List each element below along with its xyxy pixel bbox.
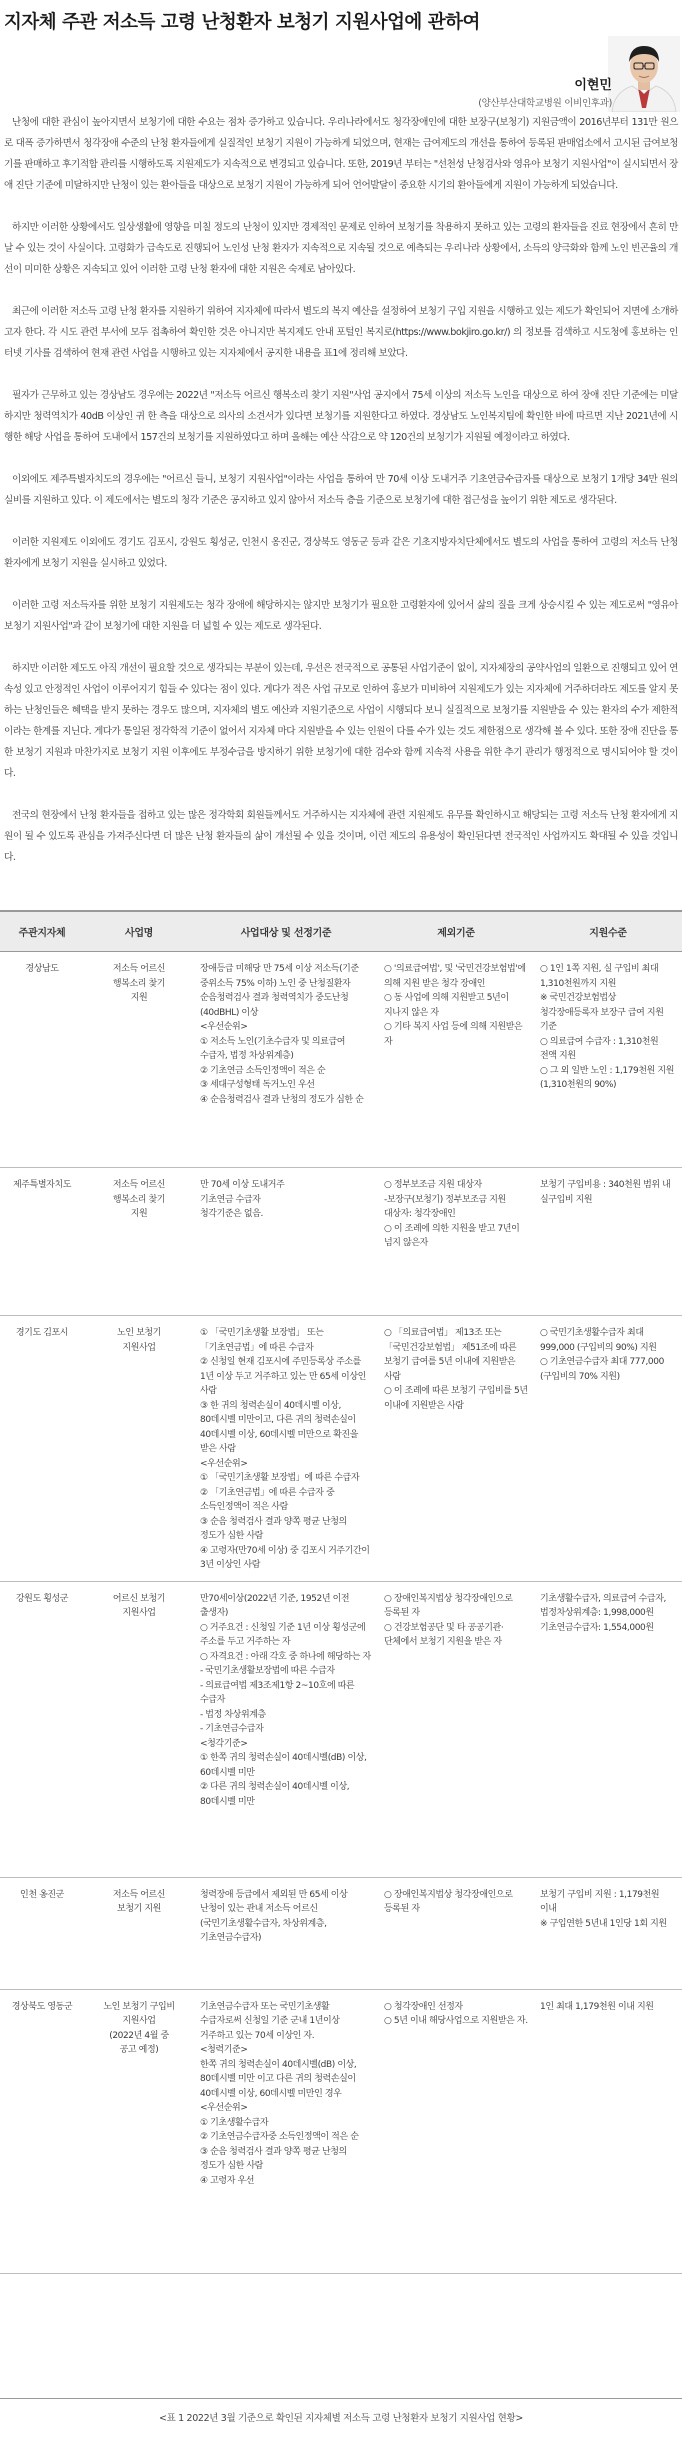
- cell-line: 한쪽 귀의 청력손실이 40데시벨(dB) 이상, 80데시벨 미만 이고 다른 귀의 청력손실이 40데시벨 이상, 60데시벨 미만인 경우: [200, 2059, 357, 2099]
- cell-region: 경상북도 영동군: [0, 1989, 84, 2273]
- cell-line: 만70세이상(2022년 기준, 1952년 이전 출생자): [200, 1593, 350, 1618]
- article-body: [4, 112, 678, 889]
- cell-line: ○ 장애인복지법상 청각장애인으로 등록된 자: [384, 1889, 513, 1914]
- cell-line: 저소득 어르신: [112, 964, 166, 974]
- cell-line: ② 신청일 현재 김포시에 주민등록상 주소를 1년 이상 두고 거주하고 있는 만 65세 이상인 사람: [200, 1357, 366, 1396]
- body-paragraph: 이외에도 제주특별자치도의 경우에는 "어르신 들니, 보청기 지원사업"이라는 사업을 통하여 만 70세 이상 도내거주 기초연금수급자를 대상으로 보청기 1개당 34만 원의 실비를 지원하고 있다. 이 제도에서는 별도의 청각 기준은 공지하고 있지 않아서 저소득 층을 기준으로 보청기에 대한 접근성을 높이기 위한 제도로 생각된다.: [4, 474, 678, 506]
- cell-line: 지원사업: [122, 2016, 156, 2026]
- cell-line: 기초연금수급자 또는 국민기초생활 수급자로써 신청일 기준 군내 1년이상 거주하고 있는 70세 이상인 자.: [200, 2001, 340, 2041]
- cell-line: ○ 장애인복지법상 청각장애인으로 등록된 자: [384, 1593, 513, 1618]
- cell-line: - 의료급여법 제3조제1항 2~10호에 따른 수급자: [200, 1680, 355, 1705]
- cell-line: ○ 자격요건 : 아래 각호 중 하나에 해당하는 자: [200, 1651, 371, 1662]
- cell-line: ② 기초연금 소득인정액이 적은 순: [200, 1065, 326, 1076]
- cell-line: 행복소리 찾기: [112, 1194, 166, 1205]
- cell-exclusion: [378, 1877, 534, 1989]
- cell-line: ○ 이 조례에 의한 지원을 받고 7년이 넘지 않은자: [384, 1223, 520, 1248]
- cell-line: ○ 기타 복지 사업 등에 의해 지원받은 자: [384, 1022, 523, 1047]
- cell-line: 기초생활수급자, 의료급여 수급자, 법정차상위계층: 1,998,000원: [540, 1593, 666, 1618]
- cell-support: [534, 952, 682, 1168]
- cell-line: ※ 구입연한 5년내 1인당 1회 지원: [540, 1918, 667, 1929]
- cell-line: ② 기초연금수급자중 소득인정액이 적은 순: [200, 2132, 359, 2142]
- table-row: [0, 952, 682, 1168]
- cell-line: - 기초연금수급자: [200, 1724, 264, 1734]
- cell-line: 기초연금수급자: 1,554,000원: [540, 1622, 654, 1633]
- cell-line: (국민기초생활수급자, 차상위계층, 기초연금수급자): [200, 1918, 327, 1943]
- cell-exclusion: [378, 952, 534, 1168]
- cell-support: [534, 1168, 682, 1316]
- cell-line: ① 「국민기초생활 보장법」에 따른 수급자: [200, 1473, 360, 1483]
- cell-line: ○ 기초연금수급자 최대 777,000 (구입비의 70% 지원): [540, 1357, 664, 1382]
- cell-support: [534, 1877, 682, 1989]
- cell-line: 만 70세 이상 도내거주: [200, 1180, 285, 1190]
- body-paragraph: 하지만 이러한 제도도 아직 개선이 필요할 것으로 생각되는 부분이 있는데, 우선은 전국적으로 공통된 사업기준이 없이, 지자체장의 공약사업의 일환으로 진행되고 있어 연속성 있고 안정적인 사업이 이루어지기 힘들 수 있다는 점이 있다. 게다가 적은 사업 규모로 인하여 홍보가 미비하여 지원제도가 있는 지자체에 거주하더라도 제도를 알지 못하는 난청인들은 혜택을 받지 못하는 경우도 많으며, 지자체의 별도 예산과 지원기준으로 사업이 시행되다 보니 실질적으로 보청기를 지원받을 수 있는 환자의 수가 제한적이라는 한계를 지닌다. 게다가 통일된 정각학적 기준이 없어서 지자체 마다 지원받을 수 있는 인원이 다를 수가 있는 것도 제한점으로 생각해 볼 수 있다. 또한 장애 진단을 통한 보청기 지원과 마찬가지로 보청기 지원 이후에도 부정수급을 방지하기 위한 보청기에 대한 검수와 함께 지속적 사용을 위한 추기 관리가 행정적으로 명시되어야 할 것이다.: [4, 663, 678, 779]
- cell-line: <우선순위>: [200, 1022, 248, 1032]
- cell-exclusion: [378, 1989, 534, 2273]
- cell-line: 지원: [130, 993, 148, 1003]
- cell-line: 장애등급 미해당 만 75세 이상 저소득(기준 중위소득 75% 이하) 노인 중 난청질환자: [200, 964, 359, 989]
- cell-criteria: [194, 1316, 378, 1582]
- cell-line: ○ 「의료급여법」 제13조 또는 「국민건강보험법」 제51조에 따른 보청기 급여를 5년 이내에 지원받은 사람: [384, 1328, 517, 1382]
- table-row: [0, 1581, 682, 1877]
- cell-line: ④ 순음청력검사 결과 난청의 정도가 심한 순: [200, 1094, 364, 1105]
- article-title: 지자체 주관 저소득 고령 난청환자 보청기 지원사업에 관하여: [4, 12, 480, 33]
- cell-criteria: [194, 1877, 378, 1989]
- cell-criteria: [194, 1989, 378, 2273]
- cell-line: ※ 국민건강보험법상 청각장애등록자 보장구 급여 지원 기준: [540, 993, 664, 1032]
- cell-line: ④ 고령자(만70세 이상) 중 김포시 거주기간이 3년 이상인 사람: [200, 1545, 370, 1570]
- cell-exclusion: [378, 1316, 534, 1582]
- cell-line: ○ 의료급여 수급자 : 1,310천원 전액 지원: [540, 1036, 659, 1061]
- cell-line: 노인 보청기 구입비: [103, 2001, 175, 2012]
- cell-region: 경기도 김포시: [0, 1316, 84, 1582]
- cell-line: ② 「기초연금법」에 따른 수급자 중 소득인정액이 적은 사람: [200, 1487, 335, 1512]
- body-paragraph: 하지만 이러한 상황에서도 일상생활에 영향을 미칠 정도의 난청이 있지만 경제적인 문제로 인하여 보청기를 착용하지 못하고 있는 고령의 환자들을 진료 현장에서 흔히 만날 수 있는 것이 사실이다. 고령화가 급속도로 진행되어 노인성 난청 환자가 지속적으로 지속될 것으로 예측되는 우리나라 상황에서, 소득의 양극화와 함께 노인 빈곤율의 개선이 미미한 상황은 지속되고 있어 이러한 고령 난청 환자에 대한 지원은 숙제로 남아있다.: [4, 222, 678, 275]
- cell-line: 지원사업: [122, 1342, 156, 1353]
- cell-line: - 법정 차상위계층: [200, 1709, 266, 1720]
- cell-line: ③ 세대구성형태 독거노인 우선: [200, 1080, 315, 1090]
- cell-line: ○ 그 외 일반 노인 : 1,179천원 지원(1,310천원의 90%): [540, 1065, 675, 1090]
- author-portrait: [608, 36, 680, 112]
- support-programs-table: [0, 910, 682, 2274]
- cell-line: <우선순위>: [200, 2103, 248, 2113]
- table-bottom-rule: [0, 2398, 682, 2399]
- table-body: [0, 952, 682, 2274]
- cell-line: 지원: [130, 1209, 148, 1219]
- cell-line: ④ 고령자 우선: [200, 2175, 255, 2186]
- cell-line: 기초연금 수급자: [200, 1194, 261, 1205]
- cell-line: ○ 이 조례에 따른 보청기 구입비를 5년 이내에 지원받은 사람: [384, 1386, 528, 1411]
- header-region: 주관지자체: [0, 911, 84, 952]
- cell-region: 경상남도: [0, 952, 84, 1168]
- cell-line: <청력기준>: [200, 2045, 248, 2055]
- cell-line: ③ 순음 청력검사 결과 양쪽 평균 난청의 정도가 심한 사람: [200, 2146, 347, 2171]
- table-caption: <표 1 2022년 3월 기준으로 확인된 지자체별 저소득 고령 난청환자 보청기 지원사업 현황>: [159, 2413, 523, 2424]
- cell-line: ① 기초생활수급자: [200, 2117, 269, 2128]
- cell-line: 청각기준은 없음.: [200, 1209, 263, 1219]
- cell-region: 제주특별자치도: [0, 1168, 84, 1316]
- table-row: [0, 1316, 682, 1582]
- cell-line: 저소득 어르신: [112, 1889, 166, 1900]
- cell-line: 저소득 어르신: [112, 1180, 166, 1190]
- body-paragraph: 이러한 고령 저소득자를 위한 보청기 지원제도는 청각 장애에 해당하지는 않지만 보청기가 필요한 고령환자에 있어서 삶의 질을 크게 상승시킬 수 있는 제도로써 "영유아 보청기 지원사업"과 같이 보청기에 대한 지원을 더 넓힐 수 있는 제도로 생각된다.: [4, 600, 678, 632]
- table-row: [0, 1877, 682, 1989]
- cell-support: [534, 1316, 682, 1582]
- cell-region: 강원도 횡성군: [0, 1581, 84, 1877]
- table-row: [0, 1168, 682, 1316]
- cell-exclusion: [378, 1581, 534, 1877]
- cell-line: 공고 예정): [119, 2045, 159, 2055]
- cell-line: 보청기 구입비용 : 340천원 범위 내 실구입비 지원: [540, 1180, 671, 1205]
- cell-line: ○ 거주요건 : 신청일 기준 1년 이상 횡성군에 주소를 두고 거주하는 자: [200, 1622, 366, 1647]
- cell-exclusion: [378, 1168, 534, 1316]
- cell-line: 순음청력검사 결과 청력역치가 중도난청 (40dBHL) 이상: [200, 993, 349, 1018]
- cell-line: 1인 최대 1,179천원 이내 지원: [540, 2001, 654, 2012]
- cell-line: 보청기 지원: [117, 1904, 161, 1914]
- cell-line: 지원사업: [122, 1608, 156, 1618]
- cell-program: [84, 952, 194, 1168]
- cell-line: ③ 한 귀의 청력손실이 40데시벨 이상, 80데시벨 미만이고, 다른 귀의 청력손실이 40데시벨 이상, 60데시벨 미만으로 확진을 받은 사람: [200, 1400, 359, 1454]
- cell-line: ○ 5년 이내 해당사업으로 지원받은 자.: [384, 2016, 528, 2026]
- cell-line: ① 「국민기초생활 보장법」 또는 「기초연금법」에 따른 수급자: [200, 1328, 324, 1353]
- cell-criteria: [194, 1581, 378, 1877]
- cell-support: [534, 1581, 682, 1877]
- cell-line: ○ 정부보조금 지원 대상자: [384, 1180, 482, 1190]
- body-paragraph: 전국의 현장에서 난청 환자들을 접하고 있는 많은 정각학회 회원들께서도 거주하시는 지자체에 관련 지원제도 유무를 확인하시고 해당되는 고령 저소득 난청 환자에게 지원이 될 수 있도록 관심을 가져주신다면 더 많은 난청 환자들의 삶이 개선될 수 있을 것이며, 이런 제도의 유용성이 확인된다면 전국적인 사업까지도 확대될 수 있을 것입니다.: [4, 810, 678, 863]
- author-name: 이현민: [574, 78, 612, 93]
- cell-criteria: [194, 1168, 378, 1316]
- cell-line: -보장구(보청기) 정부보조금 지원 대상자: 청각장애인: [384, 1194, 506, 1219]
- body-paragraph: 필자가 근무하고 있는 경상남도 경우에는 2022년 "저소득 어르신 행복소리 찾기 지원"사업 공지에서 75세 이상의 저소득 노인을 대상으로 하여 장애 진단 기준에는 미달하지만 청력역치가 40dB 이상인 귀 한 측을 대상으로 의사의 소견서가 있다면 보청기를 지원한다고 하였다. 경상남도 노인복지팀에 확인한 바에 따르면 지난 2021년에 시행한 해당 사업을 통하여 도내에서 157건의 보청기를 지원하였다고 하며 올해는 예산 삭감으로 약 120건의 보청기가 지원될 예정이라고 하였다.: [4, 390, 678, 443]
- cell-criteria: [194, 952, 378, 1168]
- header-program: 사업명: [84, 911, 194, 952]
- cell-line: ○ 청각장애인 선정자: [384, 2001, 463, 2012]
- body-paragraph: 최근에 이러한 저소득 고령 난청 환자를 지원하기 위하여 지자체에 따라서 별도의 복지 예산을 설정하여 보청기 구입 지원을 시행하고 있는 제도가 확인되어 지면에 소개하고자 한다. 각 시도 관련 부서에 모두 접촉하여 확인한 것은 아니지만 복지제도 안내 포털인 복지로(https://www.bokjiro.go.kr/) 의 정보를 검색하고 시도청에 홍보하는 인터넷 기사를 검색하여 현재 관련 사업을 시행하고 있는 지자체에서 공지한 내용을 표1에 정리해 보았다.: [4, 306, 678, 359]
- cell-line: (2022년 4월 중: [109, 2030, 169, 2041]
- body-paragraph: 난청에 대한 관심이 높아지면서 보청기에 대한 수요는 점차 증가하고 있습니다. 우리나라에서도 청각장애인에 대한 보장구(보청기) 지원금액이 2016년부터 131만 원으로 대폭 증가하면서 청각장애 수준의 난청 환자들에게 실질적인 보청기 지원이 가능하게 되었으며, 현재는 급여제도의 개선을 통하여 등록된 판매업소에서 고시된 급여보청기를 판매하고 후기적합 관리를 시행하도록 지원제도가 지속적으로 변경되고 있습니다. 또한, 2019년 부터는 "선천성 난청검사와 영유아 보청기 지원사업"이 실시되면서 장애 진단 기준에 미달하지만 난청이 있는 환아들을 대상으로 보청기 지원이 가능하게 되어 언어발달이 중요한 시기의 환아들에게 지원이 가능하게 되었습니다.: [4, 117, 678, 191]
- cell-line: ③ 순음 청력검사 결과 양쪽 평균 난청의 정도가 심한 사람: [200, 1516, 347, 1541]
- cell-line: ○ '의료급여법', 및 '국민건강보험법'에 의해 지원 받은 청각 장애인: [384, 964, 526, 989]
- header-support: 지원수준: [534, 911, 682, 952]
- cell-program: [84, 1989, 194, 2273]
- header-exclusion: 제외기준: [378, 911, 534, 952]
- cell-line: 어르신 보청기: [112, 1593, 166, 1604]
- cell-line: ① 저소득 노인(기초수급자 및 의료급여 수급자, 법정 차상위계층): [200, 1036, 346, 1061]
- table-header-row: [0, 911, 682, 952]
- cell-support: [534, 1989, 682, 2273]
- cell-line: 행복소리 찾기: [112, 978, 166, 989]
- cell-program: [84, 1877, 194, 1989]
- cell-line: ○ 건강보험공단 및 타 공공기관·단체에서 보청기 지원을 받은 자: [384, 1622, 504, 1647]
- cell-program: [84, 1168, 194, 1316]
- cell-line: ○ 국민기초생활수급자 최대 999,000 (구입비의 90%) 지원: [540, 1328, 657, 1353]
- table-row: [0, 1989, 682, 2273]
- header-criteria: 사업대상 및 선정기준: [194, 911, 378, 952]
- cell-line: ② 다른 귀의 청력손실이 40데시벨 이상, 80데시벨 미만: [200, 1782, 350, 1807]
- cell-line: 노인 보청기: [117, 1328, 161, 1338]
- cell-region: 인천 옹진군: [0, 1877, 84, 1989]
- body-paragraph: 이러한 지원제도 이외에도 경기도 김포시, 강원도 횡성군, 인천시 옹진군, 경상북도 영동군 등과 같은 기초지방자치단체에서도 별도의 사업을 통하여 고령의 저소득 난청 환자에게 보청기 지원을 실시하고 있었다.: [4, 537, 678, 569]
- cell-program: [84, 1581, 194, 1877]
- cell-line: ① 한쪽 귀의 청력손실이 40데시벨(dB) 이상, 60데시벨 미만: [200, 1753, 367, 1778]
- cell-line: <청각기준>: [200, 1738, 248, 1749]
- cell-line: 보청기 구입비 지원 : 1,179천원 이내: [540, 1889, 660, 1914]
- author-affiliation: (양산부산대학교병원 이비인후과): [478, 98, 612, 109]
- cell-line: <우선순위>: [200, 1458, 248, 1469]
- cell-program: [84, 1316, 194, 1582]
- cell-line: ○ 1인 1쪽 지원, 실 구입비 최대 1,310천원까지 지원: [540, 964, 659, 989]
- cell-line: - 국민기초생활보장법에 따른 수급자: [200, 1666, 335, 1676]
- cell-line: ○ 동 사업에 의해 지원받고 5년이 지나지 않은 자: [384, 993, 509, 1018]
- cell-line: 청력장애 등급에서 제외된 만 65세 이상 난청이 있는 관내 저소득 어르신: [200, 1889, 348, 1914]
